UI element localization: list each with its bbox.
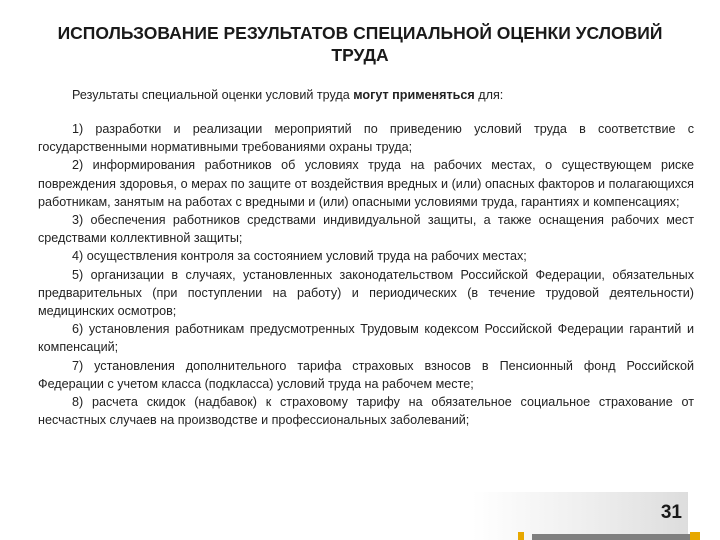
list-item: 1) разработки и реализации мероприятий по приведению условий труда в соответствие с государственными нормативными требованиями охраны труда; — [38, 122, 694, 155]
list-item: 5) организации в случаях, установленных законодательством Российской Федерации, обязательных предварительных (при поступлении на работу) и периодических (в течение трудовой деятельности) медицинских осмотров; — [38, 267, 694, 319]
slide-title: ИСПОЛЬЗОВАНИЕ РЕЗУЛЬТАТОВ СПЕЦИАЛЬНОЙ ОЦЕНКИ УСЛОВИЙ ТРУДА — [57, 23, 663, 65]
intro-text: Результаты специальной оценки условий труда — [72, 88, 354, 102]
list-item: 3) обеспечения работников средствами индивидуальной защиты, а также оснащения рабочих мест средствами коллективной защиты; — [38, 213, 694, 246]
intro-paragraph — [72, 86, 692, 104]
list-item: 7) установления дополнительного тарифа страховых взносов в Пенсионный фонд Российской Федерации с учетом класса (подкласса) условий труда на рабочем месте; — [38, 358, 694, 391]
intro-text-end: для: — [474, 88, 504, 102]
list-item: 4) осуществления контроля за состоянием условий труда на рабочих местах; — [72, 249, 527, 264]
usage-list — [38, 120, 694, 429]
footer-bar — [532, 534, 690, 540]
page-number: 31 — [660, 502, 682, 523]
list-item: 2) информирования работников об условиях труда на рабочих местах, о существующем риске повреждения здоровья, о мерах по защите от воздействия вредных и (или) опасных факторов и полагающихся работникам, занятым на работах с вредными и (или) опасными условиями труда, гарантиях и компенсациях; — [38, 158, 694, 209]
footer-accent-bar — [518, 532, 524, 540]
list-item: 8) расчета скидок (надбавок) к страховому тарифу на обязательное социальное страхование от несчастных случаев на производстве и профессиональных заболеваний; — [38, 395, 694, 428]
intro-emphasis: могут применяться — [353, 88, 475, 102]
list-item: 6) установления работникам предусмотренных Трудовым кодексом Российской Федерации гарантий и компенсаций; — [38, 322, 694, 355]
footer-accent-bar-end — [690, 532, 700, 540]
